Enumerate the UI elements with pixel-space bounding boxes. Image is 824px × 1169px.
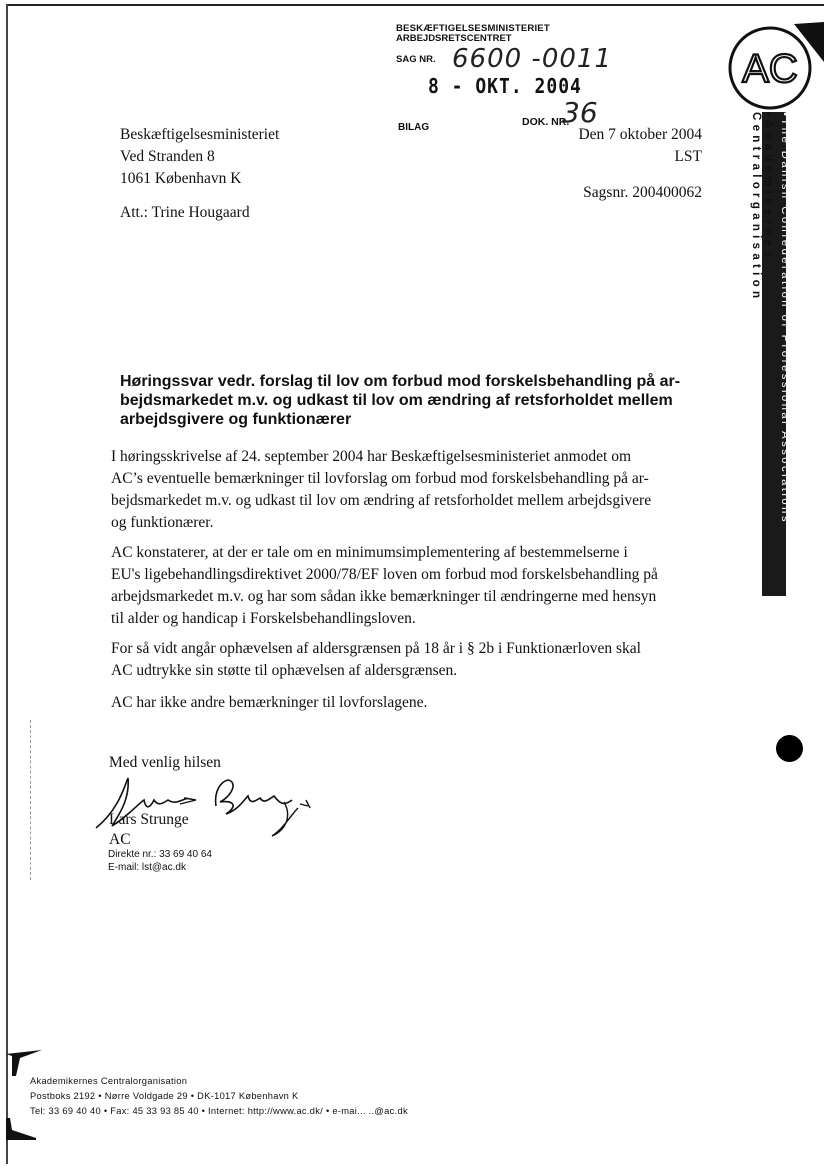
direct-phone: Direkte nr.: 33 69 40 64 [108, 849, 212, 860]
paragraph-line: bejdsmarkedet m.v. og udkast til lov om ændring af retsforholdet mellem arbejdsgivere [111, 492, 652, 509]
letter-date-block [578, 124, 702, 168]
subject-line: arbejdsgivere og funktionærer [120, 411, 352, 428]
letter-date: Den 7 oktober 2004 [578, 126, 702, 143]
sender-initials: LST [674, 148, 702, 165]
email-address: E-mail: lst@ac.dk [108, 862, 186, 873]
receipt-stamp [396, 24, 550, 44]
footer-contact: Tel: 33 69 40 40 • Fax: 45 33 93 85 40 • Internet: http://www.ac.dk/ • e-mai... ..@ac.dk [30, 1106, 408, 1116]
recipient-line: Beskæftigelsesministeriet [120, 126, 280, 143]
recipient-line: Ved Stranden 8 [120, 148, 215, 165]
paragraph-line: I høringsskrivelse af 24. september 2004 har Beskæftigelsesministeriet anmodet om [111, 448, 631, 465]
footer-org: Akademikernes Centralorganisation [30, 1076, 188, 1086]
scan-edge-top [8, 4, 824, 6]
vertical-text-danish: •Akademikernes Centralorganisation [750, 112, 774, 303]
logo-text: AC [742, 47, 798, 91]
scan-edge-left [6, 4, 8, 1164]
punch-hole-mark [776, 735, 803, 762]
stamp-dok-number: 36 [562, 96, 598, 129]
paragraph-line: til alder og handicap i Forskelsbehandlingsloven. [111, 610, 416, 627]
stamp-received-date: 8 - OKT. 2004 [428, 74, 582, 99]
subject-line: Høringssvar vedr. forslag til lov om forbud mod forskelsbehandling på ar- [120, 373, 681, 390]
paragraph-line: AC’s eventuelle bemærkninger til lovforslag om forbud mod forskelsbehandling på ar- [111, 470, 649, 487]
stamp-sag-number: 6600 -0011 [452, 44, 612, 74]
stamp-ministry: BESKÆFTIGELSESMINISTERIET [396, 23, 550, 34]
closing-greeting: Med venlig hilsen [109, 754, 221, 771]
corner-mark-bottom [6, 1118, 36, 1140]
case-number: Sagsnr. 200400062 [583, 184, 702, 201]
corner-mark-top [6, 1050, 42, 1076]
body-paragraph-4 [111, 692, 703, 714]
stamp-center: ARBEJDSRETSCENTRET [396, 33, 512, 44]
paragraph-line: EU's ligebehandlingsdirektivet 2000/78/EF loven om forbud mod forskelsbehandling på [111, 566, 658, 583]
paragraph-line: arbejdsmarkedet m.v. og har som sådan ikke bemærkninger til ændringerne med hensyn [111, 588, 657, 605]
paragraph-line: For så vidt angår ophævelsen af aldersgrænsen på 18 år i § 2b i Funktionærloven skal [111, 640, 641, 657]
subject-line: bejdsmarkedet m.v. og udkast til lov om ændring af retsforholdet mellem [120, 392, 673, 409]
letter-subject [120, 372, 705, 429]
footer-address: Postboks 2192 • Nørre Voldgade 29 • DK-1017 København K [30, 1091, 299, 1101]
vertical-text-english: •The Danish Confederation of Professional Associations [779, 112, 791, 524]
paragraph-line: AC konstaterer, at der er tale om en minimumsimplementering af bestemmelserne i [111, 544, 628, 561]
paragraph-line: AC har ikke andre bemærkninger til lovforslagene. [111, 694, 428, 711]
attention-line: Att.: Trine Hougaard [120, 204, 250, 221]
body-paragraph-2 [111, 542, 703, 630]
stamp-bilag-label: BILAG [398, 122, 430, 133]
recipient-address [120, 124, 279, 190]
paragraph-line: AC udtrykke sin støtte til ophævelsen af aldersgrænsen. [111, 662, 458, 679]
body-paragraph-3 [111, 638, 703, 682]
contact-details [108, 848, 212, 874]
stamp-dok-label: DOK. NR. [522, 116, 570, 128]
signatory-org: AC [109, 831, 131, 848]
paragraph-line: og funktionærer. [111, 514, 214, 531]
stamp-sag-label: SAG NR. [396, 54, 436, 65]
ac-logo-icon [724, 22, 824, 122]
signatory-block [109, 810, 189, 850]
body-paragraph-1 [111, 446, 703, 534]
signatory-name: Lars Strunge [109, 811, 189, 828]
scan-edge-dots [30, 720, 32, 880]
recipient-line: 1061 København K [120, 170, 242, 187]
letter-footer [30, 1074, 408, 1119]
